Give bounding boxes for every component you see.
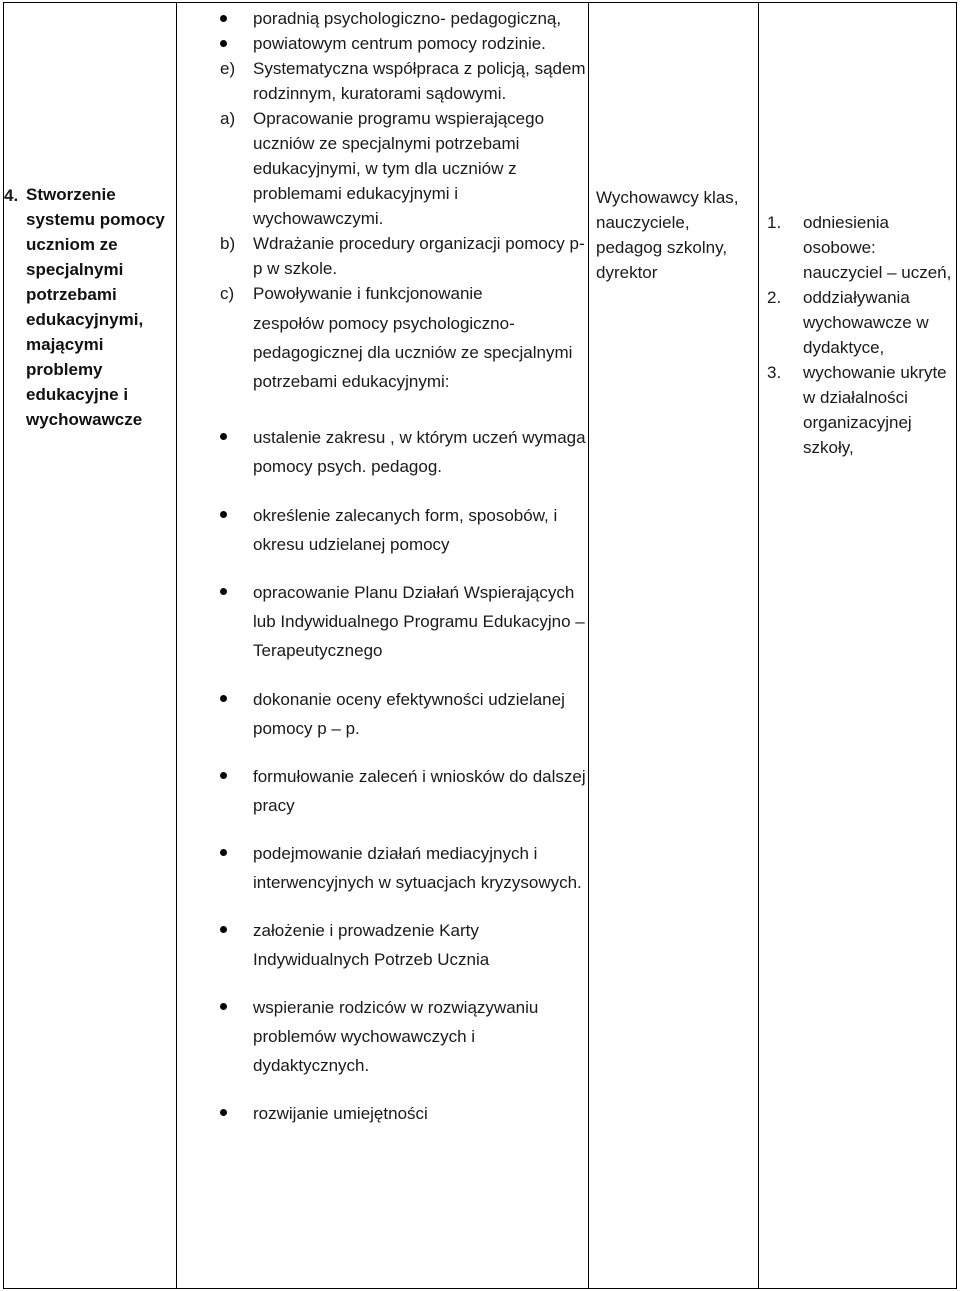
item-text: Wdrażanie procedury organizacji pomocy p-p w szkole.	[253, 234, 585, 278]
list-item	[212, 839, 587, 897]
item-text: Powoływanie i funkcjonowanie	[253, 284, 483, 303]
list-item-text: formułowanie zaleceń i wniosków do dalszej pracy	[253, 767, 586, 815]
list-item-text: podejmowanie działań mediacyjnych i interwencyjnych w sytuacjach kryzysowych.	[253, 844, 582, 892]
column-divider	[758, 3, 759, 1288]
task-number: 4.	[4, 186, 19, 205]
list-item	[212, 993, 587, 1080]
list-item-text: powiatowym centrum pomocy rodzinie.	[253, 34, 546, 53]
column-divider	[588, 3, 589, 1288]
lettered-item	[212, 281, 587, 306]
lettered-item	[212, 231, 587, 281]
list-item-text: poradnią psychologiczno- pedagogiczną,	[253, 9, 562, 28]
list-item	[767, 210, 957, 285]
list-item	[212, 501, 587, 559]
list-item-text: ustalenie zakresu , w którym uczeń wymaga pomocy psych. pedagog.	[253, 428, 586, 476]
list-item	[767, 360, 957, 460]
lettered-item	[212, 106, 587, 231]
item-text: oddziaływania wychowawcze w dydaktyce,	[803, 288, 929, 357]
item-text: odniesienia osobowe: nauczyciel – uczeń,	[803, 213, 952, 282]
list-item	[212, 916, 587, 974]
item-marker: b)	[220, 234, 236, 253]
list-item-text: rozwijanie umiejętności	[253, 1104, 428, 1123]
item-continuation	[212, 309, 587, 396]
list-item	[212, 685, 587, 743]
item-marker: e)	[220, 59, 236, 78]
areas-cell	[767, 210, 957, 460]
item-number: 2.	[767, 288, 782, 307]
list-item	[767, 285, 957, 360]
list-item-text: określenie zalecanych form, sposobów, i okresu udzielanej pomocy	[253, 506, 558, 554]
item-number: 3.	[767, 363, 782, 382]
list-item	[212, 762, 587, 820]
item-text: wychowanie ukryte w działalności organizacyjnej szkoły,	[803, 363, 947, 457]
item-number: 1.	[767, 213, 782, 232]
item-marker: c)	[220, 284, 235, 303]
list-item-text: dokonanie oceny efektywności udzielanej pomocy p – p.	[253, 690, 565, 738]
list-item-text: wspieranie rodziców w rozwiązywaniu problemów wychowawczych i dydaktycznych.	[253, 998, 539, 1075]
list-item	[212, 31, 587, 56]
item-text: zespołów pomocy psychologiczno- pedagogicznej dla uczniów ze specjalnymi potrzebami edukacyjnymi:	[253, 314, 573, 391]
list-item-text: opracowanie Planu Działań Wspierających lub Indywidualnego Programu Edukacyjno – Terapeutycznego	[253, 583, 585, 660]
item-text: Systematyczna współpraca z policją, sądem rodzinnym, kuratorami sądowymi.	[253, 59, 586, 103]
list-item	[212, 578, 587, 665]
column-divider	[176, 3, 177, 1288]
responsible-cell	[596, 185, 756, 285]
item-marker: a)	[220, 109, 236, 128]
list-item-text: założenie i prowadzenie Karty Indywidualnych Potrzeb Ucznia	[253, 921, 490, 969]
task-cell	[4, 182, 170, 432]
lettered-item	[212, 56, 587, 106]
list-item	[212, 1099, 587, 1128]
list-item	[212, 423, 587, 481]
responsible-text: Wychowawcy klas, nauczyciele, pedagog szkolny, dyrektor	[596, 188, 739, 282]
task-title: Stworzenie systemu pomocy uczniom ze specjalnymi potrzebami edukacyjnymi, mającymi problemy edukacyjne i wychowawcze	[26, 185, 165, 429]
methods-cell	[212, 6, 587, 1128]
list-item	[212, 6, 587, 31]
item-text: Opracowanie programu wspierającego uczniów ze specjalnymi potrzebami edukacyjnymi, w tym dla uczniów z problemami edukacyjnymi i wychowawczymi.	[253, 109, 545, 228]
